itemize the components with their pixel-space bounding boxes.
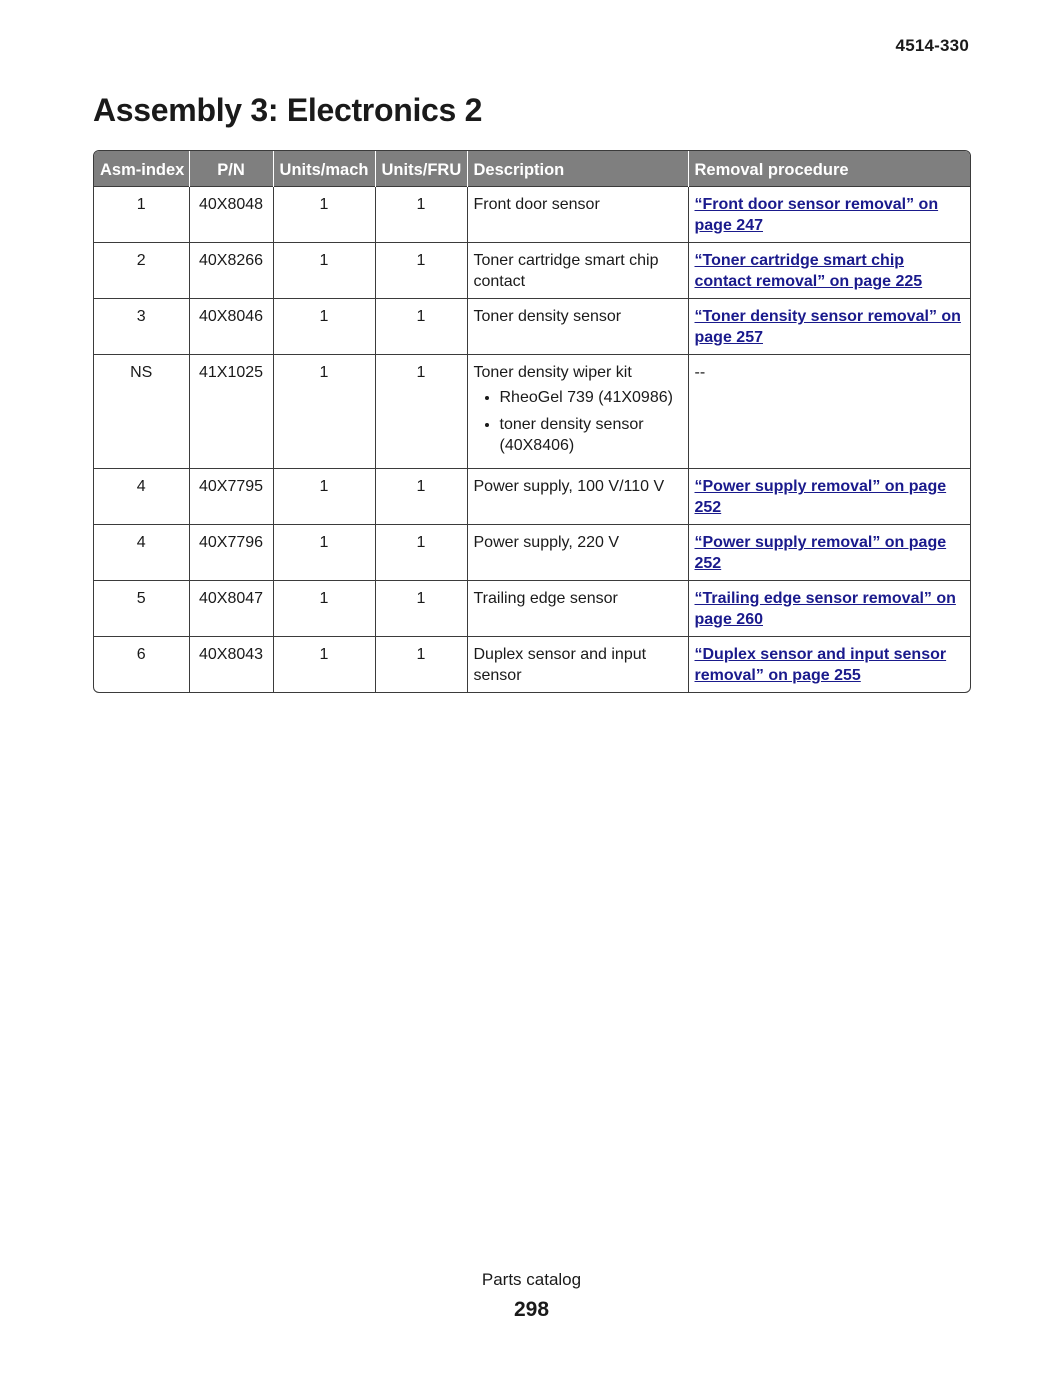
units-mach-cell: 1 <box>273 469 375 525</box>
description-cell: Trailing edge sensor <box>467 581 688 637</box>
header-pn: P/N <box>189 151 273 187</box>
page-title: Assembly 3: Electronics 2 <box>93 92 483 128</box>
units-mach-cell: 1 <box>273 525 375 581</box>
part-number-cell: 40X7795 <box>189 469 273 525</box>
removal-procedure-cell <box>688 637 970 693</box>
description-cell <box>467 355 688 469</box>
parts-table <box>94 151 970 692</box>
part-number-cell: 40X8266 <box>189 243 273 299</box>
header-units-mach: Units/mach <box>273 151 375 187</box>
part-number-cell: 40X8046 <box>189 299 273 355</box>
footer-section-label: Parts catalog <box>481 1270 582 1289</box>
removal-procedure-cell <box>688 581 970 637</box>
units-mach-cell: 1 <box>273 187 375 243</box>
asm-index-cell: 2 <box>94 243 189 299</box>
table-row <box>94 469 970 525</box>
list-item: • toner density sensor (40X8406) <box>500 414 682 456</box>
description-cell: Toner cartridge smart chip contact <box>467 243 688 299</box>
list-item: • RheoGel 739 (41X0986) <box>500 387 682 408</box>
removal-procedure-link[interactable]: “Toner cartridge smart chip contact removal” on page 225 <box>694 252 923 290</box>
removal-procedure-cell <box>688 243 970 299</box>
description-cell: Power supply, 100 V/110 V <box>467 469 688 525</box>
description-cell: Toner density sensor <box>467 299 688 355</box>
document-code: 4514-330 <box>895 36 969 55</box>
units-fru-cell: 1 <box>375 525 467 581</box>
part-number-cell: 40X7796 <box>189 525 273 581</box>
removal-procedure-link[interactable]: “Trailing edge sensor removal” on page 260 <box>694 590 956 628</box>
units-fru-cell: 1 <box>375 469 467 525</box>
table-row <box>94 637 970 693</box>
removal-procedure-link[interactable]: “Toner density sensor removal” on page 257 <box>694 308 961 346</box>
asm-index-cell: NS <box>94 355 189 469</box>
removal-procedure-link[interactable]: “Power supply removal” on page 252 <box>694 478 947 516</box>
part-number-cell: 40X8043 <box>189 637 273 693</box>
table-row <box>94 581 970 637</box>
page-number: 298 <box>513 1298 550 1321</box>
asm-index-cell: 1 <box>94 187 189 243</box>
units-fru-cell: 1 <box>375 581 467 637</box>
parts-table-container <box>93 150 971 693</box>
description-cell: Front door sensor <box>467 187 688 243</box>
table-row <box>94 355 970 469</box>
part-number-cell: 40X8048 <box>189 187 273 243</box>
removal-procedure-cell <box>688 525 970 581</box>
table-row <box>94 525 970 581</box>
units-fru-cell: 1 <box>375 187 467 243</box>
asm-index-cell: 4 <box>94 525 189 581</box>
description-text: Toner density wiper kit <box>473 364 632 381</box>
asm-index-cell: 4 <box>94 469 189 525</box>
description-cell: Duplex sensor and input sensor <box>467 637 688 693</box>
removal-procedure-cell <box>688 187 970 243</box>
removal-procedure-link[interactable]: “Duplex sensor and input sensor removal” on page 255 <box>694 646 947 684</box>
description-cell: Power supply, 220 V <box>467 525 688 581</box>
part-number-cell: 41X1025 <box>189 355 273 469</box>
header-asm-index: Asm-index <box>94 151 189 187</box>
units-mach-cell: 1 <box>273 581 375 637</box>
units-mach-cell: 1 <box>273 243 375 299</box>
units-fru-cell: 1 <box>375 299 467 355</box>
removal-procedure-link[interactable]: “Power supply removal” on page 252 <box>694 534 947 572</box>
asm-index-cell: 5 <box>94 581 189 637</box>
units-fru-cell: 1 <box>375 637 467 693</box>
removal-procedure-cell <box>688 469 970 525</box>
asm-index-cell: 6 <box>94 637 189 693</box>
units-mach-cell: 1 <box>273 299 375 355</box>
table-header-row <box>94 151 970 187</box>
units-mach-cell: 1 <box>273 637 375 693</box>
units-fru-cell: 1 <box>375 243 467 299</box>
header-units-fru: Units/FRU <box>375 151 467 187</box>
table-row <box>94 243 970 299</box>
asm-index-cell: 3 <box>94 299 189 355</box>
header-description: Description <box>467 151 688 187</box>
removal-procedure-cell <box>688 299 970 355</box>
units-fru-cell: 1 <box>375 355 467 469</box>
part-number-cell: 40X8047 <box>189 581 273 637</box>
removal-procedure-link[interactable]: “Front door sensor removal” on page 247 <box>694 196 939 234</box>
removal-procedure-cell: -- <box>688 355 970 469</box>
kit-contents-list <box>474 387 682 456</box>
units-mach-cell: 1 <box>273 355 375 469</box>
table-row <box>94 299 970 355</box>
table-row <box>94 187 970 243</box>
header-removal-procedure: Removal procedure <box>688 151 970 187</box>
